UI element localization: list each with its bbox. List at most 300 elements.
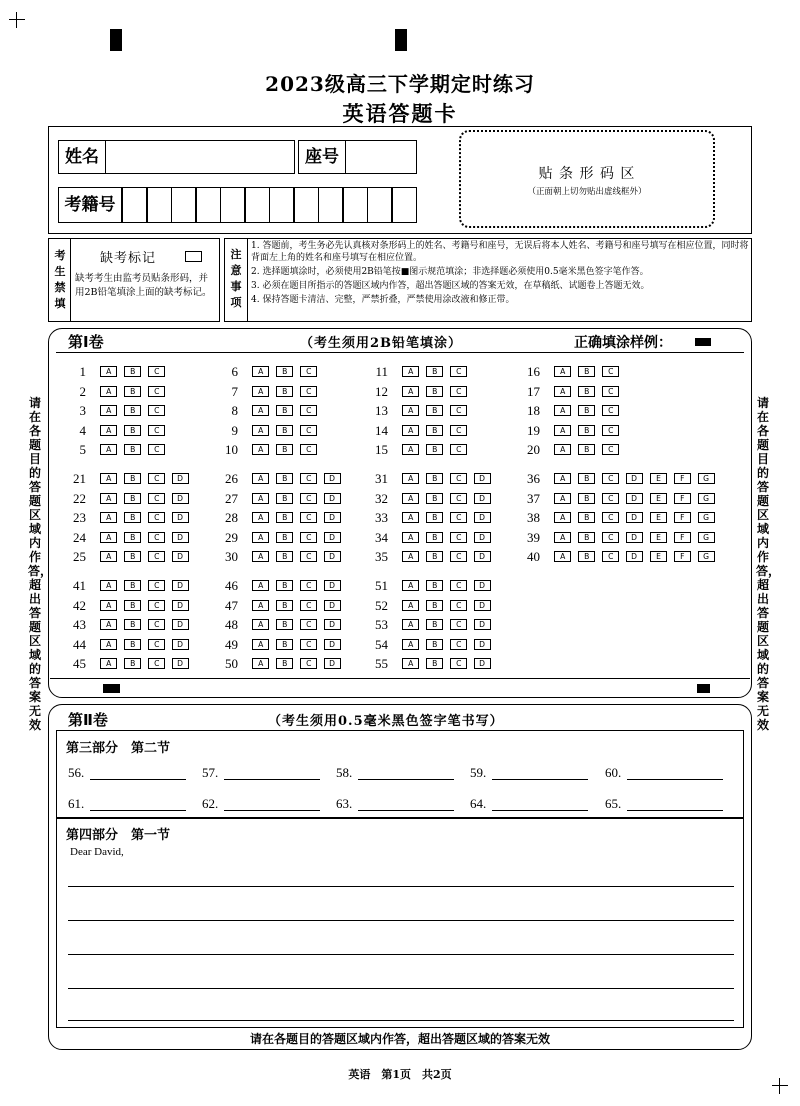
answer-bubble-b[interactable]: B: [276, 425, 293, 436]
question-number: 51: [375, 578, 388, 593]
answer-bubble-a[interactable]: A: [402, 600, 419, 611]
answer-bubble-b[interactable]: B: [276, 386, 293, 397]
answer-bubble-c[interactable]: C: [602, 366, 619, 377]
exam-id-digit-cell[interactable]: [318, 187, 343, 223]
question-number: 17: [527, 383, 540, 399]
answer-bubble-d[interactable]: D: [172, 619, 189, 630]
absent-instruction: 缺考考生由监考员贴条形码，并用2B铅笔填涂上面的缺考标记。: [75, 273, 212, 298]
answer-bubble-c[interactable]: C: [300, 425, 317, 436]
answer-bubble-b[interactable]: B: [276, 405, 293, 416]
answer-bubble-d[interactable]: D: [626, 493, 643, 504]
answer-bubble-b[interactable]: B: [124, 600, 141, 611]
answer-bubble-a[interactable]: A: [100, 405, 117, 416]
answer-bubble-e[interactable]: E: [650, 493, 667, 504]
answer-bubble-d[interactable]: D: [474, 639, 491, 650]
answer-bubble-b[interactable]: B: [426, 658, 443, 669]
answer-bubble-a[interactable]: A: [402, 580, 419, 591]
answer-bubble-b[interactable]: B: [426, 473, 443, 484]
answer-bubble-b[interactable]: B: [426, 386, 443, 397]
answer-bubble-a[interactable]: A: [252, 405, 269, 416]
answer-bubble-d[interactable]: D: [474, 580, 491, 591]
fill-blank-number: 63.: [336, 796, 353, 811]
answer-bubble-a[interactable]: A: [252, 366, 269, 377]
answer-bubble-a[interactable]: A: [252, 580, 269, 591]
answer-bubble-a[interactable]: A: [554, 425, 571, 436]
answer-bubble-a[interactable]: A: [402, 366, 419, 377]
answer-bubble-b[interactable]: B: [426, 532, 443, 543]
fill-blank-line[interactable]: [224, 779, 320, 780]
exam-id-digit-cell[interactable]: [343, 187, 368, 223]
answer-bubble-a[interactable]: A: [402, 619, 419, 630]
question-number: 31: [375, 471, 388, 486]
answer-bubble-c[interactable]: C: [450, 551, 467, 562]
answer-bubble-a[interactable]: A: [252, 600, 269, 611]
answer-bubble-d[interactable]: D: [324, 551, 341, 562]
answer-bubble-b[interactable]: B: [276, 580, 293, 591]
answer-bubble-b[interactable]: B: [124, 551, 141, 562]
answer-bubble-g[interactable]: G: [698, 512, 715, 523]
answer-bubble-b[interactable]: B: [276, 512, 293, 523]
answer-bubble-c[interactable]: C: [450, 366, 467, 377]
fill-blank-line[interactable]: [224, 810, 320, 811]
answer-bubble-b[interactable]: B: [276, 600, 293, 611]
side-warning-right: 请在各题目的答题区域内作答，超出答题区域的答案无效: [756, 396, 781, 732]
answer-bubble-c[interactable]: C: [148, 532, 165, 543]
answer-bubble-b[interactable]: B: [426, 600, 443, 611]
answer-bubble-a[interactable]: A: [100, 600, 117, 611]
answer-bubble-b[interactable]: B: [124, 532, 141, 543]
answer-bubble-c[interactable]: C: [602, 425, 619, 436]
answer-bubble-a[interactable]: A: [252, 473, 269, 484]
answer-bubble-c[interactable]: C: [602, 386, 619, 397]
answer-bubble-c[interactable]: C: [148, 658, 165, 669]
answer-bubble-b[interactable]: B: [276, 619, 293, 630]
answer-bubble-g[interactable]: G: [698, 473, 715, 484]
answer-bubble-a[interactable]: A: [402, 444, 419, 455]
answer-bubble-b[interactable]: B: [426, 425, 443, 436]
answer-bubble-b[interactable]: B: [426, 619, 443, 630]
answer-bubble-b[interactable]: B: [276, 532, 293, 543]
answer-bubble-c[interactable]: C: [148, 580, 165, 591]
answer-bubble-a[interactable]: A: [100, 493, 117, 504]
answer-bubble-a[interactable]: A: [100, 512, 117, 523]
answer-bubble-e[interactable]: E: [650, 512, 667, 523]
answer-bubble-a[interactable]: A: [554, 366, 571, 377]
answer-bubble-e[interactable]: E: [650, 473, 667, 484]
answer-bubble-c[interactable]: C: [148, 425, 165, 436]
answer-bubble-b[interactable]: B: [426, 580, 443, 591]
question-number: 38: [527, 510, 540, 525]
answer-bubble-b[interactable]: B: [578, 473, 595, 484]
fill-blank-number: 60.: [605, 765, 622, 780]
answer-bubble-b[interactable]: B: [578, 444, 595, 455]
answer-bubble-b[interactable]: B: [426, 366, 443, 377]
answer-bubble-c[interactable]: C: [450, 405, 467, 416]
answer-bubble-c[interactable]: C: [148, 493, 165, 504]
answer-bubble-b[interactable]: B: [124, 658, 141, 669]
section4-title: 第四部分 第一节: [66, 828, 171, 843]
answer-bubble-c[interactable]: C: [450, 473, 467, 484]
answer-bubble-a[interactable]: A: [252, 551, 269, 562]
answer-bubble-c[interactable]: C: [450, 493, 467, 504]
answer-bubble-d[interactable]: D: [172, 600, 189, 611]
answer-bubble-b[interactable]: B: [124, 473, 141, 484]
answer-bubble-b[interactable]: B: [124, 405, 141, 416]
answer-bubble-a[interactable]: A: [100, 473, 117, 484]
writing-line[interactable]: [68, 886, 734, 887]
answer-bubble-g[interactable]: G: [698, 551, 715, 562]
answer-bubble-d[interactable]: D: [324, 619, 341, 630]
fill-blank-line[interactable]: [492, 810, 588, 811]
answer-bubble-a[interactable]: A: [252, 619, 269, 630]
page-subtitle: 英语答题卡: [342, 101, 458, 126]
answer-bubble-a[interactable]: A: [100, 532, 117, 543]
question-number: 34: [375, 529, 388, 545]
question-number: 10: [225, 442, 238, 457]
answer-bubble-g[interactable]: G: [698, 493, 715, 504]
answer-bubble-c[interactable]: C: [450, 444, 467, 455]
answer-bubble-c[interactable]: C: [450, 580, 467, 591]
answer-bubble-d[interactable]: D: [474, 619, 491, 630]
answer-bubble-b[interactable]: B: [276, 658, 293, 669]
answer-bubble-d[interactable]: D: [324, 639, 341, 650]
answer-bubble-c[interactable]: C: [602, 493, 619, 504]
answer-bubble-d[interactable]: D: [324, 473, 341, 484]
question-number: 46: [225, 578, 238, 593]
exam-id-digit-cell[interactable]: [122, 187, 147, 223]
answer-bubble-c[interactable]: C: [300, 405, 317, 416]
answer-bubble-a[interactable]: A: [100, 444, 117, 455]
fill-blank-number: 65.: [605, 796, 622, 811]
answer-bubble-c[interactable]: C: [300, 444, 317, 455]
answer-bubble-b[interactable]: B: [578, 512, 595, 523]
answer-bubble-c[interactable]: C: [148, 386, 165, 397]
notice-side-label: 注意事项: [230, 248, 242, 309]
answer-bubble-b[interactable]: B: [426, 493, 443, 504]
answer-bubble-a[interactable]: A: [252, 639, 269, 650]
writing-line[interactable]: [68, 1020, 734, 1021]
answer-bubble-b[interactable]: B: [124, 493, 141, 504]
answer-bubble-b[interactable]: B: [276, 639, 293, 650]
answer-bubble-d[interactable]: D: [626, 532, 643, 543]
answer-bubble-c[interactable]: C: [300, 600, 317, 611]
answer-bubble-b[interactable]: B: [578, 386, 595, 397]
answer-bubble-d[interactable]: D: [172, 473, 189, 484]
question-number: 20: [527, 442, 540, 457]
writing-line[interactable]: [68, 988, 734, 989]
answer-bubble-b[interactable]: B: [124, 425, 141, 436]
answer-bubble-c[interactable]: C: [148, 512, 165, 523]
exam-id-digit-cell[interactable]: [392, 187, 417, 223]
answer-bubble-a[interactable]: A: [252, 444, 269, 455]
fill-blank-line[interactable]: [358, 810, 454, 811]
answer-bubble-c[interactable]: C: [148, 639, 165, 650]
answer-bubble-a[interactable]: A: [252, 512, 269, 523]
answer-bubble-b[interactable]: B: [124, 619, 141, 630]
question-number: 55: [375, 656, 388, 671]
answer-bubble-a[interactable]: A: [554, 386, 571, 397]
writing-line[interactable]: [68, 954, 734, 955]
answer-bubble-a[interactable]: A: [554, 493, 571, 504]
question-number: 33: [375, 510, 388, 525]
exam-id-digit-cell[interactable]: [245, 187, 270, 223]
answer-bubble-a[interactable]: A: [554, 532, 571, 543]
fill-blank-line[interactable]: [627, 810, 723, 811]
answer-bubble-f[interactable]: F: [674, 532, 691, 543]
part1-instruction: （考生须用2B铅笔填涂）: [300, 336, 463, 351]
absent-mark-bubble[interactable]: [185, 251, 202, 262]
answer-bubble-c[interactable]: C: [148, 619, 165, 630]
answer-bubble-c[interactable]: C: [300, 658, 317, 669]
answer-bubble-c[interactable]: C: [450, 532, 467, 543]
answer-bubble-d[interactable]: D: [172, 551, 189, 562]
part2-title: 第Ⅱ卷: [68, 711, 108, 729]
question-number: 8: [231, 403, 238, 418]
answer-bubble-a[interactable]: A: [100, 425, 117, 436]
answer-bubble-d[interactable]: D: [626, 551, 643, 562]
answer-bubble-f[interactable]: F: [674, 512, 691, 523]
answer-bubble-c[interactable]: C: [450, 512, 467, 523]
answer-bubble-a[interactable]: A: [252, 658, 269, 669]
exam-id-digit-cell[interactable]: [147, 187, 172, 223]
answer-bubble-d[interactable]: D: [172, 532, 189, 543]
answer-bubble-a[interactable]: A: [402, 425, 419, 436]
answer-bubble-b[interactable]: B: [276, 366, 293, 377]
alignment-mark: [395, 29, 407, 51]
answer-bubble-a[interactable]: A: [252, 425, 269, 436]
question-number: 37: [527, 490, 540, 506]
answer-bubble-a[interactable]: A: [100, 658, 117, 669]
question-number: 28: [225, 510, 238, 525]
section4-box: [56, 818, 744, 1028]
answer-bubble-d[interactable]: D: [474, 532, 491, 543]
answer-bubble-a[interactable]: A: [554, 512, 571, 523]
answer-bubble-b[interactable]: B: [276, 493, 293, 504]
page-title: 2023级高三下学期定时练习: [265, 72, 535, 96]
answer-bubble-d[interactable]: D: [172, 493, 189, 504]
answer-bubble-d[interactable]: D: [474, 473, 491, 484]
answer-bubble-a[interactable]: A: [554, 444, 571, 455]
answer-bubble-b[interactable]: B: [578, 493, 595, 504]
answer-bubble-a[interactable]: A: [402, 473, 419, 484]
exam-id-digit-cell[interactable]: [220, 187, 245, 223]
answer-bubble-a[interactable]: A: [402, 658, 419, 669]
answer-bubble-c[interactable]: C: [148, 551, 165, 562]
question-number: 2: [79, 383, 86, 399]
answer-bubble-c[interactable]: C: [602, 444, 619, 455]
answer-bubble-a[interactable]: A: [252, 493, 269, 504]
answer-bubble-e[interactable]: E: [650, 551, 667, 562]
answer-bubble-d[interactable]: D: [324, 600, 341, 611]
answer-bubble-a[interactable]: A: [100, 619, 117, 630]
answer-bubble-b[interactable]: B: [124, 444, 141, 455]
question-number: 4: [79, 422, 86, 438]
answer-bubble-c[interactable]: C: [300, 551, 317, 562]
answer-bubble-b[interactable]: B: [276, 473, 293, 484]
answer-bubble-d[interactable]: D: [324, 512, 341, 523]
fill-blank-number: 56.: [68, 765, 85, 780]
answer-bubble-d[interactable]: D: [324, 658, 341, 669]
answer-bubble-c[interactable]: C: [148, 444, 165, 455]
answer-bubble-a[interactable]: A: [402, 639, 419, 650]
answer-bubble-b[interactable]: B: [578, 366, 595, 377]
exam-id-label: 考籍号: [58, 187, 122, 223]
answer-bubble-g[interactable]: G: [698, 532, 715, 543]
question-number: 7: [231, 383, 238, 399]
answer-bubble-c[interactable]: C: [602, 512, 619, 523]
exam-id-digit-cell[interactable]: [196, 187, 221, 223]
answer-bubble-d[interactable]: D: [172, 580, 189, 591]
answer-bubble-c[interactable]: C: [300, 473, 317, 484]
answer-bubble-c[interactable]: C: [300, 366, 317, 377]
exam-id-digit-cell[interactable]: [269, 187, 294, 223]
exam-id-digit-cell[interactable]: [294, 187, 319, 223]
exam-id-digit-cell[interactable]: [367, 187, 392, 223]
notice-item-1: 1. 答题前，考生务必先认真核对条形码上的姓名、考籍号和座号，无误后将本人姓名、考籍号和座号填写在相应位置，同时将背面左上角的姓名和座号填写在相应位置。: [251, 241, 749, 263]
question-number: 26: [225, 471, 238, 486]
answer-bubble-b[interactable]: B: [426, 444, 443, 455]
answer-bubble-d[interactable]: D: [474, 493, 491, 504]
question-number: 40: [527, 549, 540, 564]
answer-bubble-c[interactable]: C: [300, 493, 317, 504]
answer-bubble-c[interactable]: C: [602, 405, 619, 416]
question-number: 9: [231, 422, 238, 438]
fill-blank-line[interactable]: [627, 779, 723, 780]
fill-blank-line[interactable]: [90, 779, 186, 780]
question-number: 6: [231, 364, 238, 379]
notice-item-4: 4. 保持答题卡清洁、完整，严禁折叠，严禁使用涂改液和修正带。: [251, 295, 515, 305]
answer-bubble-c[interactable]: C: [300, 639, 317, 650]
answer-bubble-a[interactable]: A: [252, 386, 269, 397]
question-number: 42: [73, 597, 86, 613]
answer-bubble-c[interactable]: C: [602, 532, 619, 543]
answer-bubble-c[interactable]: C: [450, 425, 467, 436]
answer-bubble-f[interactable]: F: [674, 473, 691, 484]
seat-field[interactable]: [345, 140, 417, 174]
answer-bubble-d[interactable]: D: [324, 493, 341, 504]
section3-title: 第三部分 第二节: [66, 741, 171, 756]
answer-bubble-d[interactable]: D: [172, 658, 189, 669]
fill-blank-line[interactable]: [90, 810, 186, 811]
answer-bubble-d[interactable]: D: [324, 532, 341, 543]
answer-bubble-b[interactable]: B: [426, 551, 443, 562]
answer-bubble-d[interactable]: D: [172, 512, 189, 523]
answer-bubble-c[interactable]: C: [602, 551, 619, 562]
alignment-mark: [110, 29, 122, 51]
answer-bubble-c[interactable]: C: [602, 473, 619, 484]
question-number: 29: [225, 529, 238, 545]
answer-bubble-d[interactable]: D: [626, 512, 643, 523]
part1-title: 第Ⅰ卷: [68, 333, 104, 351]
answer-bubble-b[interactable]: B: [426, 512, 443, 523]
question-number: 14: [375, 422, 388, 438]
sample-label: 正确填涂样例：: [574, 335, 672, 351]
answer-bubble-c[interactable]: C: [148, 366, 165, 377]
answer-bubble-b[interactable]: B: [276, 551, 293, 562]
answer-bubble-a[interactable]: A: [402, 512, 419, 523]
answer-bubble-a[interactable]: A: [402, 493, 419, 504]
answer-bubble-a[interactable]: A: [402, 551, 419, 562]
fill-blank-line[interactable]: [358, 779, 454, 780]
answer-bubble-b[interactable]: B: [124, 366, 141, 377]
question-number: 44: [73, 636, 86, 652]
answer-bubble-c[interactable]: C: [300, 532, 317, 543]
answer-bubble-b[interactable]: B: [124, 580, 141, 591]
answer-bubble-c[interactable]: C: [450, 386, 467, 397]
answer-bubble-b[interactable]: B: [578, 551, 595, 562]
question-number: 45: [73, 656, 86, 671]
answer-bubble-b[interactable]: B: [578, 425, 595, 436]
fill-blank-line[interactable]: [492, 779, 588, 780]
answer-bubble-d[interactable]: D: [474, 600, 491, 611]
question-number: 21: [73, 471, 86, 486]
answer-bubble-b[interactable]: B: [276, 444, 293, 455]
answer-bubble-d[interactable]: D: [474, 512, 491, 523]
answer-bubble-d[interactable]: D: [324, 580, 341, 591]
answer-bubble-a[interactable]: A: [402, 532, 419, 543]
question-number: 22: [73, 490, 86, 506]
answer-bubble-c[interactable]: C: [450, 600, 467, 611]
answer-bubble-a[interactable]: A: [100, 639, 117, 650]
exam-id-digit-cell[interactable]: [171, 187, 196, 223]
answer-bubble-a[interactable]: A: [554, 551, 571, 562]
answer-bubble-c[interactable]: C: [450, 639, 467, 650]
answer-bubble-a[interactable]: A: [554, 473, 571, 484]
page-footer: 英语 第1页 共2页: [348, 1068, 452, 1081]
answer-bubble-d[interactable]: D: [474, 658, 491, 669]
answer-bubble-f[interactable]: F: [674, 551, 691, 562]
answer-bubble-a[interactable]: A: [100, 551, 117, 562]
answer-bubble-c[interactable]: C: [148, 473, 165, 484]
question-number: 36: [527, 471, 540, 486]
question-number: 19: [527, 422, 540, 438]
answer-bubble-d[interactable]: D: [172, 639, 189, 650]
answer-bubble-d[interactable]: D: [626, 473, 643, 484]
answer-bubble-a[interactable]: A: [252, 532, 269, 543]
answer-bubble-b[interactable]: B: [578, 405, 595, 416]
answer-bubble-c[interactable]: C: [148, 600, 165, 611]
question-number: 15: [375, 442, 388, 457]
answer-bubble-b[interactable]: B: [124, 639, 141, 650]
answer-bubble-c[interactable]: C: [450, 619, 467, 630]
answer-bubble-b[interactable]: B: [578, 532, 595, 543]
answer-bubble-a[interactable]: A: [100, 386, 117, 397]
answer-bubble-a[interactable]: A: [100, 366, 117, 377]
name-field[interactable]: [105, 140, 295, 174]
answer-bubble-b[interactable]: B: [124, 386, 141, 397]
question-number: 53: [375, 617, 388, 632]
answer-bubble-a[interactable]: A: [100, 580, 117, 591]
answer-bubble-b[interactable]: B: [426, 405, 443, 416]
answer-bubble-c[interactable]: C: [148, 405, 165, 416]
answer-bubble-b[interactable]: B: [426, 639, 443, 650]
answer-bubble-c[interactable]: C: [450, 658, 467, 669]
answer-bubble-d[interactable]: D: [474, 551, 491, 562]
answer-bubble-b[interactable]: B: [124, 512, 141, 523]
answer-bubble-a[interactable]: A: [554, 405, 571, 416]
answer-bubble-c[interactable]: C: [300, 386, 317, 397]
writing-line[interactable]: [68, 920, 734, 921]
notice-item-3: 3. 必须在题目所指示的答题区域内作答，超出答题区域的答案无效，在草稿纸、试题卷上答题无效。: [251, 281, 650, 291]
answer-bubble-c[interactable]: C: [300, 512, 317, 523]
answer-bubble-f[interactable]: F: [674, 493, 691, 504]
answer-bubble-a[interactable]: A: [402, 405, 419, 416]
answer-bubble-e[interactable]: E: [650, 532, 667, 543]
answer-bubble-c[interactable]: C: [300, 580, 317, 591]
alignment-mark: [103, 684, 120, 693]
answer-bubble-a[interactable]: A: [402, 386, 419, 397]
answer-bubble-c[interactable]: C: [300, 619, 317, 630]
